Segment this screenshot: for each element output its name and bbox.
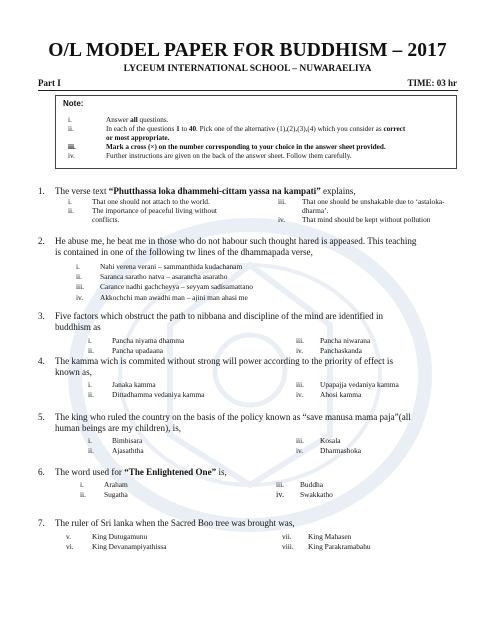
instructions-box xyxy=(55,95,457,169)
option: iii. Carance nadhi gachcheyya – seyyam sadisamattano xyxy=(76,282,253,291)
instruction-item xyxy=(68,134,170,143)
option: iii. Buddha xyxy=(276,480,323,489)
option: v. King Dutugamunu xyxy=(66,532,148,541)
option: iii. Kosala xyxy=(296,436,341,445)
question-text: Five factors which obstruct the path to nibbana and discipline of the mind are identified in buddhism as xyxy=(55,311,384,332)
part-label: Part I xyxy=(38,78,61,88)
instruction-item: iv. Further instructions are given on the back of the answer sheet. Follow them carefully. xyxy=(68,152,86,161)
option: iv. Ahosi kamma xyxy=(296,390,362,399)
option: vii. King Mahasen xyxy=(282,532,352,541)
instruction-text: or most appropriate. xyxy=(106,134,170,142)
instruction-item: ii. In each of the questions 1 to 40. Pick one of the alternative (1),(2),(3),(4) which you consider as correct xyxy=(68,125,86,134)
option: iv. Akkochchi man awadhi man – ajini man ahasi me xyxy=(76,293,248,302)
question-text: The king who ruled the country on the basis of the policy known as “save manusa mama paja”(all human beings are my children), is, xyxy=(55,412,411,433)
option: iii. That one should be unshakable due to ‘astaloka- xyxy=(278,197,445,206)
option: i. Pancha niyama dhamma xyxy=(88,336,185,345)
option: ii. Sugatha xyxy=(80,490,128,499)
option: ii. Ajasaththa xyxy=(88,446,144,455)
option: iii. Pancha niwarana xyxy=(296,336,371,345)
instruction-text: In each of the questions 1 to 40. Pick one of the alternative (1),(2),(3),(4) which you consider as correct xyxy=(106,125,406,133)
option: i. Bimbisara xyxy=(88,436,143,445)
option: iii. Upapajja vedaniya kamma xyxy=(296,380,399,389)
header-divider xyxy=(38,90,458,91)
paper-title: O/L MODEL PAPER FOR BUDDHISM – 2017 xyxy=(48,40,447,61)
option: ii. Dittadhamma vedaniya kamma xyxy=(88,390,205,399)
instruction-text: Mark a cross (×) on the number corresponding to your choice in the answer sheet provided. xyxy=(106,143,386,151)
question-text: The word used for “The Enlightened One” is, xyxy=(55,467,227,477)
option: iv. That mind should be kept without pollution xyxy=(278,215,431,224)
school-name: LYCEUM INTERNATIONAL SCHOOL – NUWARAELIYA xyxy=(123,64,372,74)
option: iv. Dharmashoka xyxy=(296,446,362,455)
time-label: TIME: 03 hr xyxy=(407,78,457,88)
option-continuation: dharma’. xyxy=(302,206,329,215)
option: i. Nahi verena verani – sammanthida kudachanam xyxy=(76,262,243,271)
instruction-item: i. Answer all questions. xyxy=(68,116,86,125)
option: viii. King Parakramabahu xyxy=(282,542,371,551)
note-heading: Note: xyxy=(63,99,84,108)
question-text: The kamma wich is commited without strong will power according to the priority of effect is known as, xyxy=(55,356,393,377)
option: iv. Panchaskanda xyxy=(296,346,362,355)
option: iv. Swakkatho xyxy=(276,490,333,499)
option: i. That one should not attach to the world. xyxy=(68,197,210,206)
option: ii. The importance of peaceful living without xyxy=(68,206,217,215)
option: vi. King Devanampiyathissa xyxy=(66,542,167,551)
instruction-item: iii. Mark a cross (×) on the number corresponding to your choice in the answer sheet provided. xyxy=(68,143,86,152)
question-text: He abuse me, he beat me in those who do not habour such thought hared is appeased. This teaching is contained in one of the following tw lines of the dhammapada verse, xyxy=(55,236,417,257)
option-continuation: conflicts. xyxy=(92,215,120,224)
option: i. Janaka kamma xyxy=(88,380,156,389)
instruction-text: Answer all questions. xyxy=(106,116,169,124)
option: i. Araham xyxy=(80,480,128,489)
exam-page: O/L MODEL PAPER FOR BUDDHISM – 2017 LYCEUM INTERNATIONAL SCHOOL – NUWARAELIYA Part I TIME: 03 hr Note: i. Answer all questions. ii. In each of the questions 1 to 40. Pick one of the alternative (1),(2),(3),(4) which you consider as correct or most appropriate. iii. Mark a cross (×) on the number corresponding to your choice in the answer sheet provided. iv. Further instructions are given on the back of the answer sheet. Follow them carefully. 1. The verse text “Phutthassa loka dhammehi-cittam yassa na kampati” explains, i. That one should not attach to the world. ii. The importance of peaceful living without conflicts. iii. That one should be unshakable due to ‘astaloka- dharma’. iv. That mind should be kept without pollution 2. He abuse me, he beat me in those who do not habour such thought hared is appeased. This teaching is contained in one of the following tw lines of the dhammapada verse, i. Nahi verena verani – sammanthida kudachanam ii. Saranca saratho natva – asarancha asaratho iii. Carance nadhi gachcheyya – seyyam sadisamattano iv. Akkochchi man awadhi man – ajini man ahasi me 3. Five factors which obstruct the path to nibbana and discipline of the mind are identified in buddhism as i. Pancha niyama dhamma ii. Pancha upadaana iii. Pancha niwarana iv. Panchaskanda 4. The kamma wich is commited without strong will power according to the priority of effect is known as, i. Janaka kamma ii. Dittadhamma vedaniya kamma iii. Upapajja vedaniya kamma iv. Ahosi kamma 5. The king who ruled the country on the basis of the policy known as “save manusa mama paja”(all human beings are my children), is, i. Bimbisara ii. Ajasaththa iii. Kosala iv. Dharmashoka 6. The word used for “The Enlightened One” is, i. Araham ii. Sugatha iii. Buddha iv. Swakkatho 7. The ruler of Sri lanka when the Sacred Boo tree was brought was, v. King Dutugamunu vi. King Devanampiyathissa vii. King Mahasen viii. King Parakramabahu xyxy=(0,0,495,640)
option: ii. Saranca saratho natva – asarancha asaratho xyxy=(76,272,228,281)
question-text: The ruler of Sri lanka when the Sacred Boo tree was brought was, xyxy=(55,518,295,528)
option: ii. Pancha upadaana xyxy=(88,346,164,355)
instruction-text: Further instructions are given on the back of the answer sheet. Follow them carefully. xyxy=(106,152,352,160)
question-text: The verse text “Phutthassa loka dhammehi-cittam yassa na kampati” explains, xyxy=(55,186,356,196)
